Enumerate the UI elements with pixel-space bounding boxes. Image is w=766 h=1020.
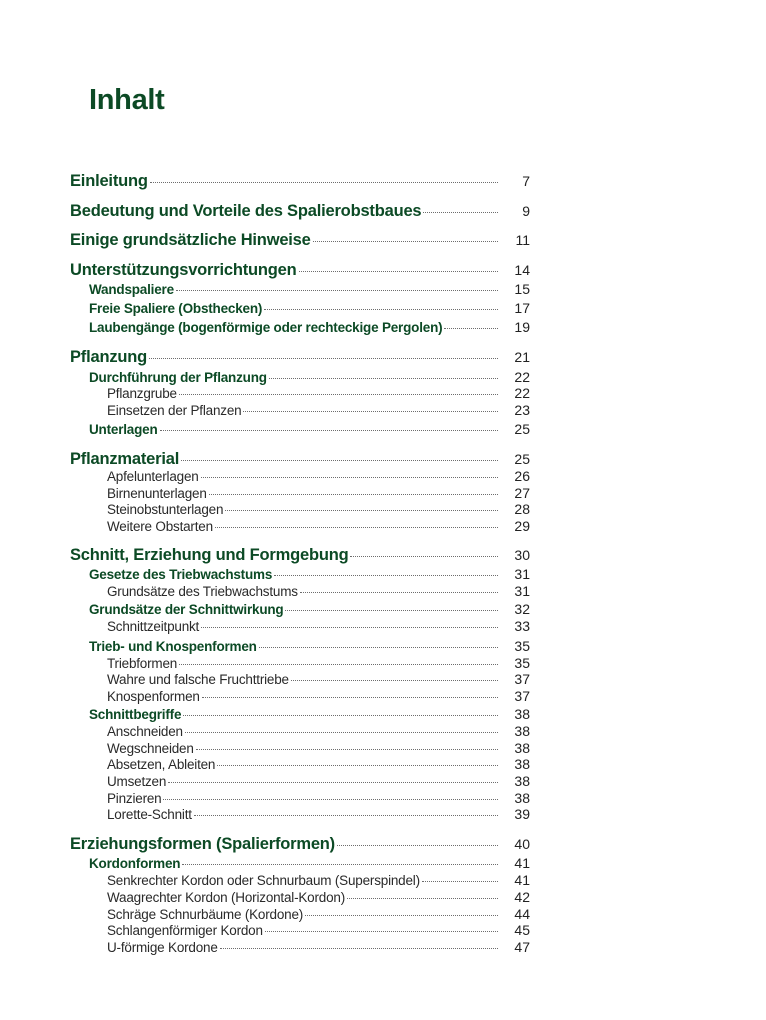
dot-leader — [215, 527, 498, 528]
toc-entry-title: Birnenunterlagen — [107, 486, 207, 501]
toc-entry — [89, 421, 530, 437]
toc-entry-title: Pflanzung — [70, 348, 148, 366]
toc-entry-title: Apfelunterlagen — [107, 469, 199, 484]
toc-entry-title: Wahre und falsche Fruchttriebe — [107, 672, 289, 687]
toc-entry-title: Wegschneiden — [107, 741, 194, 756]
toc-entry — [107, 806, 530, 822]
toc-entry — [89, 855, 530, 871]
toc-entry-title: Senkrechter Kordon oder Schnurbaum (Superspindel) — [107, 873, 420, 888]
toc-entry-title: Knospenformen — [107, 689, 200, 704]
toc-entry — [107, 872, 530, 888]
toc-entry — [70, 546, 530, 565]
dot-leader — [243, 411, 498, 412]
toc-page-number: 38 — [514, 756, 530, 772]
dot-leader — [285, 610, 498, 611]
toc-entry — [107, 485, 530, 501]
toc-entry — [107, 385, 530, 401]
toc-page-number: 38 — [514, 773, 530, 789]
toc-page-number: 41 — [514, 855, 530, 871]
toc-page-number: 22 — [514, 385, 530, 401]
toc-entry-title: Einige grundsätzliche Hinweise — [70, 231, 311, 249]
page-title: Inhalt — [89, 84, 165, 116]
toc-page-number: 26 — [514, 468, 530, 484]
toc-page-number: 35 — [514, 655, 530, 671]
toc-entry-title: Freie Spaliere (Obsthecken) — [89, 301, 263, 316]
dot-leader — [291, 680, 498, 681]
toc-entry — [107, 518, 530, 534]
toc-entry-title: Waagrechter Kordon (Horizontal-Kordon) — [107, 890, 346, 905]
toc-entry — [70, 261, 530, 280]
toc-entry — [107, 922, 530, 938]
toc-page-number: 41 — [514, 872, 530, 888]
toc-entry-title: Schnittzeitpunkt — [107, 619, 200, 634]
dot-leader — [259, 647, 498, 648]
toc-page-number: 25 — [514, 421, 530, 437]
toc-entry — [70, 835, 530, 854]
toc-page-number: 38 — [514, 740, 530, 756]
toc-entry-title: Erziehungsformen (Spalierformen) — [70, 835, 335, 853]
toc-entry — [107, 501, 530, 517]
toc-entry-title: Einsetzen der Pflanzen — [107, 403, 242, 418]
toc-page-number: 47 — [514, 939, 530, 955]
toc-entry — [89, 300, 530, 316]
toc-page-number: 27 — [514, 485, 530, 501]
toc-entry-title: Umsetzen — [107, 774, 167, 789]
dot-leader — [225, 510, 498, 511]
dot-leader — [305, 915, 498, 916]
toc-entry — [107, 756, 530, 772]
dot-leader — [202, 697, 498, 698]
toc-page-number: 19 — [514, 319, 530, 335]
toc-entry — [89, 566, 530, 582]
toc-entry-title: Triebformen — [107, 656, 178, 671]
dot-leader — [149, 358, 498, 359]
toc-entry — [89, 601, 530, 617]
toc-page-number: 28 — [514, 501, 530, 517]
toc-entry — [89, 369, 530, 385]
toc-entry — [107, 740, 530, 756]
toc-entry — [107, 583, 530, 599]
toc-entry-title: Pflanzgrube — [107, 386, 177, 401]
toc-entry — [70, 202, 530, 221]
dot-leader — [300, 592, 498, 593]
dot-leader — [350, 556, 498, 557]
toc-entry-title: Durchführung der Pflanzung — [89, 370, 267, 385]
toc-entry-title: Steinobstunterlagen — [107, 502, 224, 517]
dot-leader — [422, 881, 498, 882]
dot-leader — [176, 290, 498, 291]
toc-page-number: 23 — [514, 402, 530, 418]
toc-entry-title: Laubengänge (bogenförmige oder rechteckige Pergolen) — [89, 320, 443, 335]
toc-entry — [107, 688, 530, 704]
toc-entry-title: Schlangenförmiger Kordon — [107, 923, 263, 938]
toc-entry — [107, 790, 530, 806]
toc-entry — [107, 906, 530, 922]
toc-entry — [70, 231, 530, 250]
toc-page-number: 38 — [514, 790, 530, 806]
toc-entry-title: Schnittbegriffe — [89, 707, 182, 722]
toc-entry — [89, 281, 530, 297]
dot-leader — [185, 732, 498, 733]
toc-entry-title: Unterstützungsvorrichtungen — [70, 261, 297, 279]
toc-entry-title: Lorette-Schnitt — [107, 807, 192, 822]
toc-page-number: 33 — [514, 618, 530, 634]
dot-leader — [196, 749, 498, 750]
toc-page-number: 31 — [514, 583, 530, 599]
toc-page-number: 37 — [514, 671, 530, 687]
toc-entry-title: Schräge Schnurbäume (Kordone) — [107, 907, 304, 922]
toc-page-number: 17 — [514, 300, 530, 316]
toc-page-number: 9 — [522, 203, 530, 219]
dot-leader — [201, 477, 498, 478]
toc-page-number: 11 — [515, 232, 530, 248]
dot-leader — [150, 182, 498, 183]
toc-entry-title: Schnitt, Erziehung und Formgebung — [70, 546, 349, 564]
toc-entry — [89, 319, 530, 335]
dot-leader — [269, 378, 498, 379]
toc-entry-title: Wandspaliere — [89, 282, 174, 297]
toc-page-number: 42 — [514, 889, 530, 905]
dot-leader — [179, 664, 498, 665]
toc-page-number: 38 — [514, 706, 530, 722]
toc-entry — [107, 671, 530, 687]
toc-entry-title: Unterlagen — [89, 422, 158, 437]
toc-entry-title: Absetzen, Ableiten — [107, 757, 216, 772]
toc-page-number: 30 — [514, 547, 530, 563]
toc-page-number: 7 — [522, 173, 530, 189]
toc-entry — [107, 773, 530, 789]
toc-entry-title: Pflanzmaterial — [70, 450, 180, 468]
toc-entry-title: U-förmige Kordone — [107, 940, 218, 955]
dot-leader — [264, 309, 498, 310]
toc-entry — [70, 348, 530, 367]
dot-leader — [265, 931, 498, 932]
toc-page-number: 37 — [514, 688, 530, 704]
toc-entry — [89, 638, 530, 654]
toc-entry-title: Grundsätze des Triebwachstums — [107, 584, 298, 599]
toc-page-number: 32 — [514, 601, 530, 617]
dot-leader — [313, 241, 498, 242]
dot-leader — [444, 328, 498, 329]
toc-page-number: 39 — [514, 806, 530, 822]
dot-leader — [423, 212, 498, 213]
toc-entry — [107, 655, 530, 671]
toc-page-number: 15 — [514, 281, 530, 297]
dot-leader — [347, 898, 498, 899]
dot-leader — [181, 460, 498, 461]
toc-entry-title: Bedeutung und Vorteile des Spalierobstbaues — [70, 202, 422, 220]
toc-page-number: 21 — [514, 349, 530, 365]
dot-leader — [160, 430, 498, 431]
dot-leader — [183, 715, 498, 716]
toc-page-number: 29 — [514, 518, 530, 534]
dot-leader — [168, 782, 498, 783]
toc-entry — [107, 723, 530, 739]
toc-entry-title: Pinzieren — [107, 791, 162, 806]
dot-leader — [337, 845, 498, 846]
toc-page-number: 38 — [514, 723, 530, 739]
toc-entry — [89, 706, 530, 722]
toc-entry-title: Grundsätze der Schnittwirkung — [89, 602, 284, 617]
toc-page-number: 35 — [514, 638, 530, 654]
toc-entry — [70, 450, 530, 469]
dot-leader — [220, 948, 498, 949]
dot-leader — [209, 494, 498, 495]
toc-entry-title: Gesetze des Triebwachstums — [89, 567, 273, 582]
toc-page-number: 14 — [514, 262, 530, 278]
dot-leader — [299, 271, 498, 272]
dot-leader — [194, 815, 498, 816]
dot-leader — [182, 864, 498, 865]
toc-page-number: 31 — [514, 566, 530, 582]
toc-entry-title: Weitere Obstarten — [107, 519, 213, 534]
toc-page-number: 22 — [514, 369, 530, 385]
dot-leader — [179, 394, 498, 395]
dot-leader — [217, 765, 498, 766]
toc-page-number: 44 — [514, 906, 530, 922]
toc-entry — [107, 468, 530, 484]
toc-entry — [70, 172, 530, 191]
toc-entry — [107, 402, 530, 418]
toc-entry-title: Kordonformen — [89, 856, 181, 871]
dot-leader — [274, 575, 498, 576]
toc-entry — [107, 618, 530, 634]
toc-page-number: 40 — [514, 836, 530, 852]
dot-leader — [201, 627, 498, 628]
toc-entry-title: Einleitung — [70, 172, 148, 190]
dot-leader — [163, 799, 498, 800]
toc-entry-title: Anschneiden — [107, 724, 183, 739]
toc-page-number: 45 — [514, 922, 530, 938]
toc-entry — [107, 889, 530, 905]
toc-entry — [107, 939, 530, 955]
toc-page-number: 25 — [514, 451, 530, 467]
toc-entry-title: Trieb- und Knospenformen — [89, 639, 257, 654]
